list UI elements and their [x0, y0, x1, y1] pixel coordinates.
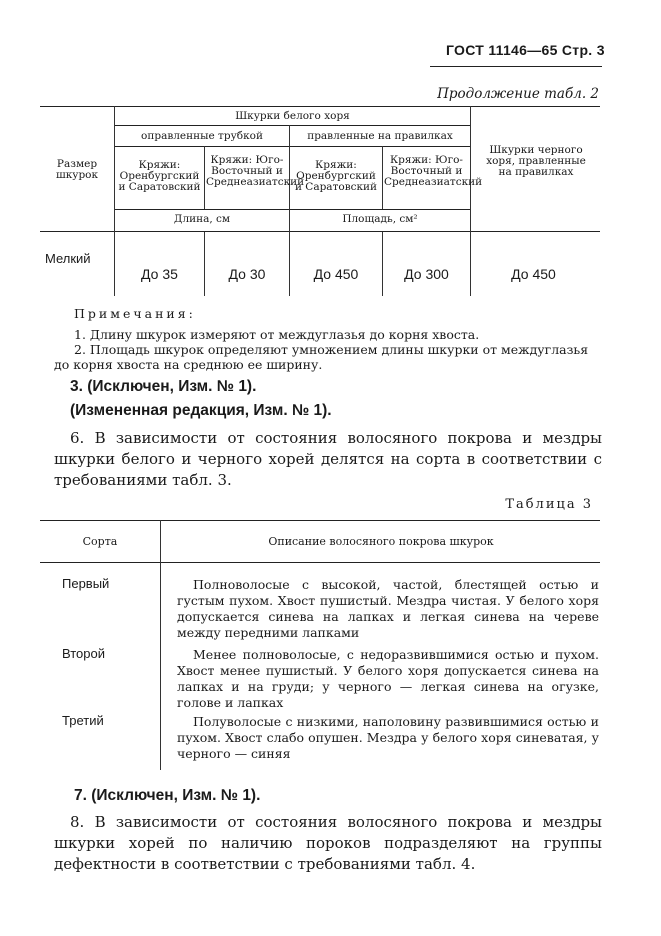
note-1: 1. Длину шкурок измеряют от междуглазья до корня хвоста.: [74, 327, 480, 342]
item-6: 6. В зависимости от состояния волосяного покрова и мездры шкурки белого и черного хорей делятся на сорта в соответствии с требованиями табл. 3.: [54, 429, 602, 489]
item-8: 8. В зависимости от состояния волосяного покрова и мездры шкурки хорей по наличию пороков подразделяют на группы дефектности в соответствии с требованиями табл. 4.: [54, 813, 602, 873]
item-7: 7. (Исключен, Изм. № 1).: [74, 787, 261, 804]
black-ferret-header: Шкурки черного хоря, правленные на правилках: [486, 144, 586, 178]
grade-label: Первый: [62, 576, 110, 591]
value-cell: До 35: [141, 266, 178, 282]
value-cell: До 300: [404, 266, 449, 282]
grade-description: Менее полноволосые, с недоразвившимися остью и пухом. Хвост менее пушистый. У белого хоря допускается синева на лапках и на груди; у черного — легкая синева на огузке, голове и лапках: [177, 647, 599, 710]
header-underline: [430, 66, 602, 67]
value-cell: До 450: [313, 266, 359, 282]
tube-header: оправленные трубкой: [141, 130, 263, 142]
subheader-2: Кряжи: Юго-Восточный и Среднеазиатский: [206, 154, 305, 188]
item-3: 3. (Исключен, Изм. № 1).: [70, 378, 257, 395]
table3-grade-header: Сорта: [82, 535, 118, 548]
table3-label: Таблица 3: [505, 497, 593, 512]
grade-label: Второй: [62, 646, 105, 661]
page-header: ГОСТ 11146—65 Стр. 3: [446, 42, 605, 58]
value-cell: До 450: [511, 266, 556, 282]
grade-description: Полноволосые с высокой, частой, блестящей остью и густым пухом. Хвост пушистый. Мездра чистая. У белого хоря допускается синева на лапках и легкая синева на череве между передними лапками: [177, 577, 599, 640]
table3-desc-header: Описание волосяного покрова шкурок: [268, 535, 494, 548]
length-unit: Длина, см: [173, 213, 231, 225]
white-ferret-header: Шкурки белого хоря: [235, 110, 350, 122]
subheader-1: Кряжи: Оренбургский и Саратовский: [118, 159, 201, 193]
frame-header: правленные на правилках: [307, 130, 453, 142]
subheader-3: Кряжи: Оренбургский и Саратовский: [294, 159, 378, 193]
value-cell: До 30: [228, 266, 266, 282]
table2-continuation: Продолжение табл. 2: [437, 86, 599, 102]
area-unit: Площадь, см²: [342, 213, 418, 225]
grade-label: Третий: [62, 713, 104, 728]
item-3-amendment: (Измененная редакция, Изм. № 1).: [70, 402, 332, 419]
row-size: Мелкий: [45, 251, 91, 266]
size-header: Размер шкурок: [55, 158, 99, 181]
subheader-4: Кряжи: Юго-Восточный и Среднеазиатский: [384, 154, 483, 188]
notes-heading: Примечания:: [74, 306, 196, 321]
table2-header-bottom-rule: [40, 231, 600, 232]
grade-description: Полуволосые с низкими, наполовину развившимися остью и пухом. Хвост слабо опушен. Мездра у белого хоря синеватая, у черного — синяя: [177, 714, 599, 761]
table2-top-rule: [40, 106, 600, 107]
note-2: 2. Площадь шкурок определяют умножением длины шкурки от междуглазья до корня хвоста на среднюю ее ширину.: [54, 342, 589, 372]
